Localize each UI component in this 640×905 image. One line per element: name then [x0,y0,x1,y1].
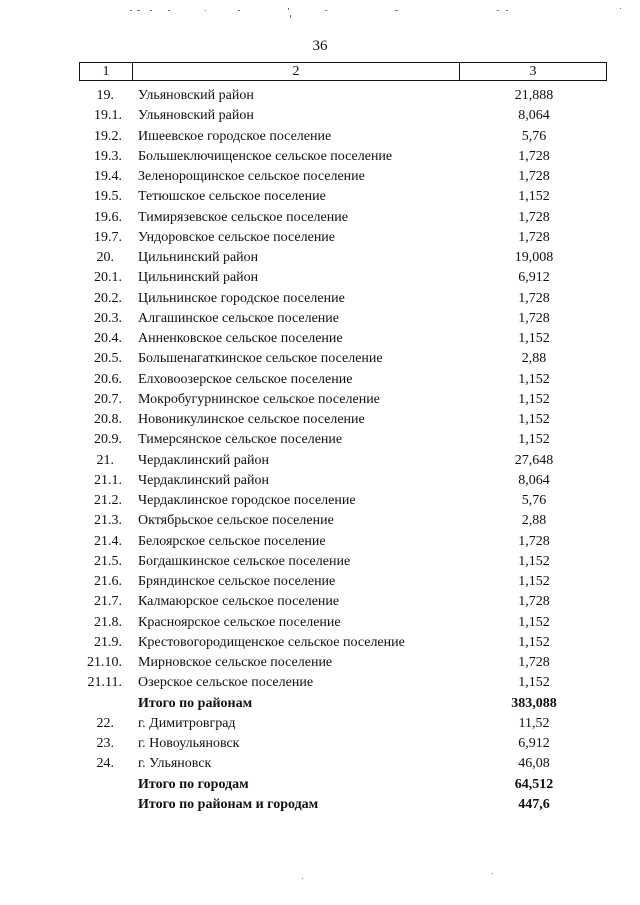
table-row [0,289,640,309]
row-name: Богдашкинское сельское поселение [138,553,351,569]
table-row [0,633,640,653]
row-value: 1,152 [518,331,550,346]
column-header-2: 2 [133,63,460,81]
row-value: 6,912 [518,736,550,751]
row-value: 1,152 [518,675,550,691]
table-row [0,592,640,612]
row-number: 20.6. [94,371,122,387]
row-value: 1,728 [518,655,550,670]
row-name: Большеключищенское сельское поселение [138,148,393,164]
table-row [0,572,640,592]
row-name: Тимирязевское сельское поселение [138,209,348,225]
table-row [0,673,640,693]
table-row [0,754,640,774]
row-value: 46,08 [518,756,550,772]
table-body [0,86,640,815]
row-name: Цильнинский район [138,270,259,286]
row-name: Октябрьское сельское поселение [138,513,334,529]
table-row [0,370,640,390]
row-number: 22. [96,715,114,731]
table-row [0,734,640,754]
row-value: 1,728 [518,533,550,549]
row-value: 6,912 [518,270,550,286]
row-value: 1,152 [518,553,550,569]
row-number: 20.3. [94,310,122,326]
row-number: 20.1. [94,270,122,286]
row-value: 1,152 [518,371,550,387]
row-name: Ишеевское городское поселение [138,128,332,144]
row-value: 1,728 [518,594,550,610]
table-row [0,187,640,207]
row-name: Ульяновский район [138,88,254,103]
row-name: г. Димитровград [138,715,236,731]
row-number: 20.4. [94,331,122,346]
row-number: 19.6. [94,209,122,225]
row-number: 19.4. [94,169,122,184]
row-number: 21.7. [94,594,122,610]
row-number: 20.2. [94,290,122,306]
row-name: Чердаклинский район [138,472,269,488]
table-row [0,410,640,430]
row-number: 20.7. [94,391,122,407]
table-row [0,532,640,552]
row-name: Итого по городам [138,776,249,792]
table-row [0,390,640,410]
row-value: 1,152 [518,189,550,205]
total-row [0,694,640,714]
row-name: Тимерсянское сельское поселение [138,432,343,448]
row-value: 19,008 [514,250,554,265]
row-name: г. Новоульяновск [138,736,240,751]
row-value: 5,76 [521,128,547,144]
table-row [0,349,640,369]
table-row [0,106,640,126]
row-number: 21.11. [87,675,122,691]
table-row [0,127,640,147]
row-value: 1,152 [518,432,550,448]
row-value: 1,152 [518,391,550,407]
row-name: Ундоровское сельское поселение [138,229,336,245]
row-name: Чердаклинское городское поселение [138,493,356,508]
row-number: 19.2. [94,128,122,144]
row-name: Бряндинское сельское поселение [138,574,336,589]
table-row [0,309,640,329]
row-name: Белоярское сельское поселение [138,533,326,549]
table-row [0,714,640,734]
row-name: Красноярское сельское поселение [138,614,341,630]
row-value: 64,512 [514,776,554,792]
page-number: 36 [312,38,328,54]
row-number: 21.3. [94,513,122,529]
row-number: 20.9. [94,432,122,448]
row-number: 20. [96,250,114,265]
table-row [0,167,640,187]
row-name: Итого по районам [138,695,253,711]
row-number: 19.3. [94,148,122,164]
row-value: 1,728 [518,310,550,326]
row-name: Мокробугурнинское сельское поселение [138,391,380,407]
row-name: Зеленорощинское сельское поселение [138,169,365,184]
row-value: 447,6 [518,796,550,812]
table-row [0,491,640,511]
row-number: 21.5. [94,553,122,569]
row-value: 8,064 [518,108,550,124]
table-row [0,451,640,471]
row-value: 1,728 [518,169,550,184]
row-value: 1,728 [518,290,550,306]
column-header-3: 3 [460,63,607,81]
row-value: 2,88 [521,351,547,367]
row-name: Итого по районам и городам [138,796,319,812]
row-name: Мирновское сельское поселение [138,655,333,670]
total-row [0,775,640,795]
row-value: 1,728 [518,229,550,245]
table-row [0,653,640,673]
row-value: 383,088 [511,695,557,711]
row-name: г. Ульяновск [138,756,212,772]
row-number: 21.4. [94,533,122,549]
row-value: 21,888 [514,88,554,103]
row-value: 1,152 [518,574,550,589]
row-name: Новоникулинское сельское поселение [138,412,365,427]
row-name: Алгашинское сельское поселение [138,310,340,326]
row-number: 21.8. [94,614,122,630]
row-name: Ульяновский район [138,108,254,124]
total-row [0,795,640,815]
row-value: 27,648 [514,452,554,468]
column-header-1: 1 [80,63,133,81]
row-name: Большенагаткинское сельское поселение [138,351,383,367]
row-number: 21. [96,452,114,468]
row-name: Цильнинский район [138,250,259,265]
row-value: 2,88 [521,513,547,529]
row-value: 1,152 [518,412,550,427]
row-number: 21.1. [94,472,122,488]
table-row [0,268,640,288]
row-number: 21.9. [94,634,122,650]
row-value: 1,728 [518,148,550,164]
row-name: Анненковское сельское поселение [138,331,343,346]
table-row [0,471,640,491]
column-header-row [79,62,607,81]
row-number: 19. [96,88,114,103]
table-row [0,208,640,228]
row-number: 21.10. [87,655,122,670]
table-row [0,228,640,248]
row-number: 19.1. [94,108,122,124]
row-name: Цильнинское городское поселение [138,290,345,306]
row-number: 23. [96,736,114,751]
row-number: 21.6. [94,574,122,589]
row-name: Чердаклинский район [138,452,269,468]
table-row [0,430,640,450]
row-value: 1,152 [518,634,550,650]
row-number: 19.7. [94,229,122,245]
row-number: 24. [96,756,114,772]
table-row [0,86,640,106]
row-name: Крестовогородищенское сельское поселение [138,634,405,650]
table-row [0,329,640,349]
row-value: 1,152 [518,614,550,630]
table-row [0,248,640,268]
table-row [0,147,640,167]
row-name: Елховоозерское сельское поселение [138,371,353,387]
row-name: Озерское сельское поселение [138,675,314,691]
row-number: 19.5. [94,189,122,205]
row-name: Калмаюрское сельское поселение [138,594,340,610]
table-row [0,613,640,633]
row-name: Тетюшское сельское поселение [138,189,326,205]
row-value: 1,728 [518,209,550,225]
table-row [0,511,640,531]
row-number: 21.2. [94,493,122,508]
row-value: 11,52 [518,715,550,731]
table-row [0,552,640,572]
row-value: 8,064 [518,472,550,488]
row-number: 20.5. [94,351,122,367]
row-value: 5,76 [521,493,547,508]
row-number: 20.8. [94,412,122,427]
